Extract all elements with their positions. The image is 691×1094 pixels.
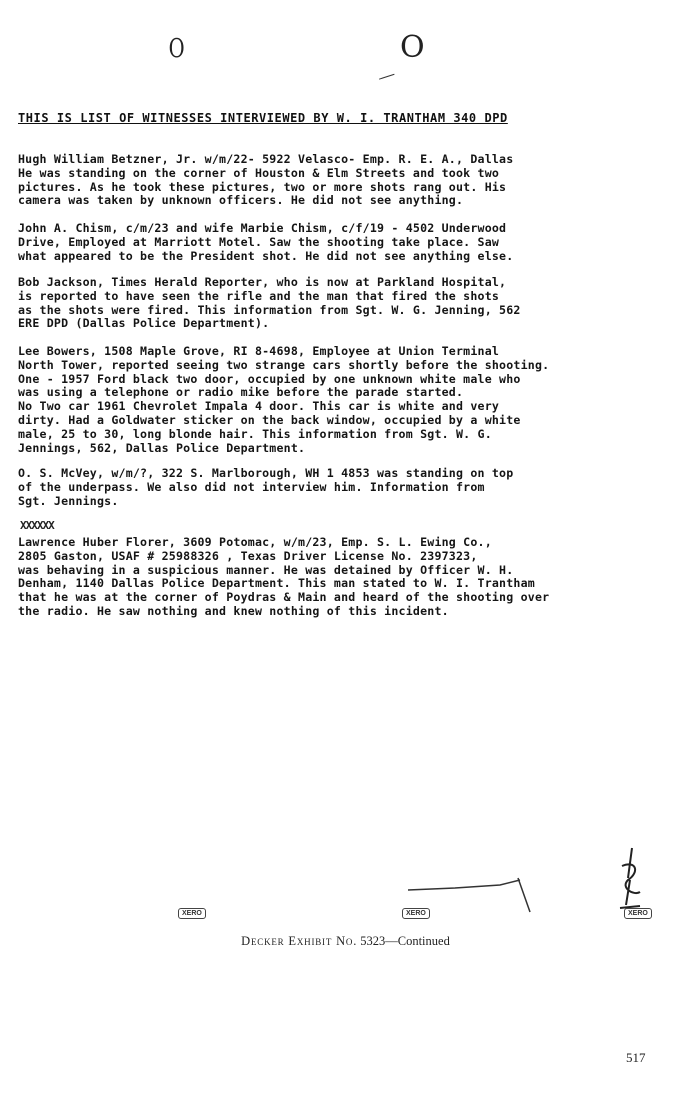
text-line: He was standing on the corner of Houston & Elm Streets and took two: [18, 165, 500, 180]
text-line: was behaving in a suspicious manner. He was detained by Officer W. H.: [18, 562, 514, 577]
exhibit-caption: [0, 934, 691, 949]
xero-stamp: XERO: [402, 908, 430, 919]
text-line: O. S. McVey, w/m/?, 322 S. Marlborough, WH 1 4853 was standing on top: [18, 466, 514, 480]
page-number: 517: [626, 1050, 646, 1065]
text-line: camera was taken by unknown officers. He did not see anything.: [18, 193, 464, 208]
text-line: is reported to have seen the rifle and the man that fired the shots: [18, 288, 500, 303]
text-line: ERE DPD (Dallas Police Department).: [18, 316, 270, 331]
text-line: that he was at the corner of Poydras & Main and heard of the shooting over: [18, 590, 550, 605]
text-line: Lawrence Huber Florer, 3609 Potomac, w/m/23, Emp. S. L. Ewing Co.,: [18, 535, 492, 549]
text-line: Lee Bowers, 1508 Maple Grove, RI 8-4698, Employee at Union Terminal: [18, 344, 500, 358]
text-line: North Tower, reported seeing two strange cars shortly before the shooting.: [18, 357, 550, 372]
exhibit-caption-prefix: Decker Exhibit No.: [241, 934, 358, 948]
text-line: Bob Jackson, Times Herald Reporter, who is now at Parkland Hospital,: [18, 275, 507, 289]
pen-stroke-line: [408, 880, 520, 890]
text-line: pictures. As he took these pictures, two or more shots rang out. His: [18, 179, 507, 194]
text-line: Sgt. Jennings.: [18, 493, 119, 508]
text-line: male, 25 to 30, long blonde hair. This information from Sgt. W. G.: [18, 426, 492, 441]
text-line: John A. Chism, c/m/23 and wife Marbie Chism, c/f/19 - 4502 Underwood: [18, 221, 507, 235]
text-line: One - 1957 Ford black two door, occupied by one unknown white male who: [18, 371, 521, 386]
text-line: Denham, 1140 Dallas Police Department. This man stated to W. I. Trantham: [18, 576, 535, 591]
text-line: was using a telephone or radio mike before the parade started.: [18, 385, 464, 400]
pen-stroke-tail: [518, 878, 530, 912]
text-line: Drive, Employed at Marriott Motel. Saw the shooting take place. Saw: [18, 234, 500, 249]
text-line: No Two car 1961 Chevrolet Impala 4 door. This car is white and very: [18, 399, 500, 414]
text-line: dirty. Had a Goldwater sticker on the back window, occupied by a white: [18, 412, 521, 427]
struck-out-text: XXXXXX: [20, 519, 54, 532]
top-left-mark: O: [168, 34, 185, 64]
text-line: of the underpass. We also did not interview him. Information from: [18, 479, 485, 494]
text-line: 2805 Gaston, USAF # 25988326 , Texas Driver License No. 2397323,: [18, 548, 478, 563]
top-right-mark: O: [400, 30, 425, 65]
document-heading: THIS IS LIST OF WITNESSES INTERVIEWED BY W. I. TRANTHAM 340 DPD: [18, 111, 508, 125]
text-line: what appeared to be the President shot. He did not see anything else.: [18, 248, 514, 263]
text-line: the radio. He saw nothing and knew nothing of this incident.: [18, 603, 449, 618]
xero-stamp: XERO: [624, 908, 652, 919]
signature-mark: [620, 848, 640, 908]
text-line: Hugh William Betzner, Jr. w/m/22- 5922 Velasco- Emp. R. E. A., Dallas: [18, 152, 514, 166]
text-line: as the shots were fired. This information from Sgt. W. G. Jenning, 562: [18, 302, 521, 317]
exhibit-caption-suffix: 5323—Continued: [357, 934, 450, 948]
xero-stamp: XERO: [178, 908, 206, 919]
text-line: Jennings, 562, Dallas Police Department.: [18, 440, 306, 455]
